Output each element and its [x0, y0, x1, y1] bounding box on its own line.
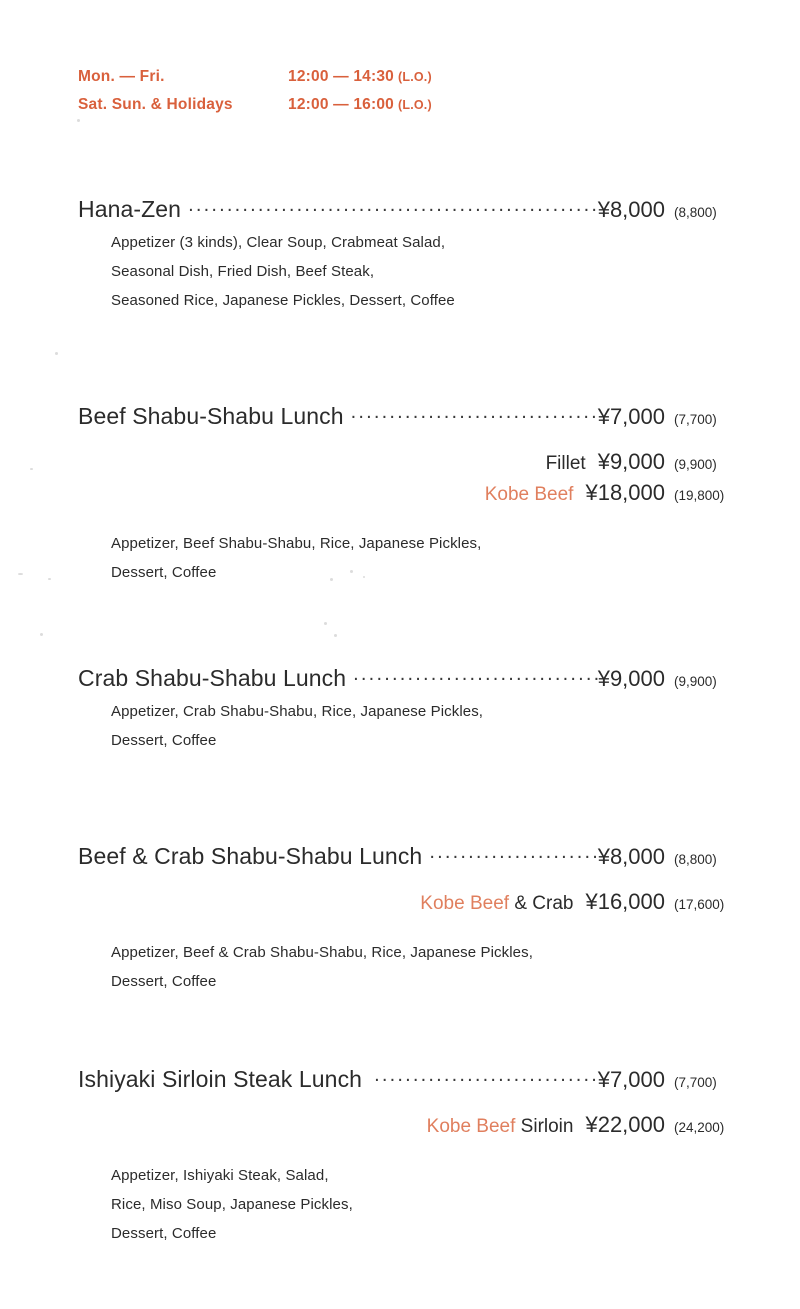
hours-row — [78, 96, 432, 124]
variant-label: Fillet — [545, 453, 586, 474]
scan-speckle — [77, 119, 80, 122]
opening-hours — [78, 68, 432, 124]
scan-speckle — [55, 352, 58, 355]
variant-label-suffix: & Crab — [509, 893, 574, 914]
description-line: Rice, Miso Soup, Japanese Pickles, — [111, 1196, 353, 1213]
menu-variant-row — [78, 1112, 740, 1143]
variant-price-tax-included: (19,800) — [674, 488, 725, 503]
menu-variant-row — [78, 480, 740, 511]
menu-item-title: Ishiyaki Sirloin Steak Lunch — [78, 1066, 363, 1092]
menu-item-title-row — [78, 843, 740, 875]
hours-last-order-note: (L.O.) — [398, 70, 432, 84]
menu-item-title-row — [78, 196, 740, 228]
description-line: Dessert, Coffee — [111, 1225, 217, 1242]
description-line: Appetizer, Crab Shabu-Shabu, Rice, Japanese Pickles, — [111, 703, 484, 720]
hours-last-order-note: (L.O.) — [398, 98, 432, 112]
menu-item-description — [111, 697, 740, 755]
menu-item-title-row — [78, 403, 740, 435]
description-line: Appetizer, Ishiyaki Steak, Salad, — [111, 1167, 329, 1184]
hours-days: Sat. Sun. & Holidays — [78, 96, 233, 113]
variant-price-tax-included: (9,900) — [674, 457, 717, 472]
menu-item-price: ¥7,000 — [597, 1067, 665, 1092]
scan-speckle — [350, 570, 353, 573]
variant-label-kobe-beef: Kobe Beef — [426, 1116, 516, 1137]
menu-variant-row — [78, 449, 740, 480]
menu-item-description — [111, 938, 740, 996]
menu-item-title-row — [78, 665, 740, 697]
menu-item-title: Crab Shabu-Shabu Lunch — [78, 665, 347, 691]
description-line: Dessert, Coffee — [111, 564, 217, 581]
menu-item-description — [111, 228, 740, 315]
variant-price: ¥9,000 — [597, 449, 665, 474]
menu-item-price: ¥8,000 — [597, 197, 665, 222]
menu-item-price-tax-included: (9,900) — [674, 674, 717, 689]
menu-item-price-tax-included: (7,700) — [674, 1075, 717, 1090]
dot-leader — [353, 670, 598, 686]
variant-label — [420, 893, 573, 915]
menu-item-title: Hana-Zen — [78, 196, 182, 222]
variant-label-suffix: Sirloin — [515, 1116, 574, 1137]
description-line: Appetizer, Beef Shabu-Shabu, Rice, Japanese Pickles, — [111, 535, 482, 552]
menu-variant-row — [78, 889, 740, 920]
variant-price: ¥16,000 — [585, 889, 665, 914]
dot-leader — [374, 1071, 598, 1087]
variant-price: ¥22,000 — [585, 1112, 665, 1137]
description-line: Dessert, Coffee — [111, 732, 217, 749]
description-line: Dessert, Coffee — [111, 973, 217, 990]
variant-price-tax-included: (24,200) — [674, 1120, 725, 1135]
description-line: Seasonal Dish, Fried Dish, Beef Steak, — [111, 263, 375, 280]
menu-item-price: ¥9,000 — [597, 666, 665, 691]
scan-speckle — [40, 633, 43, 636]
scan-speckle — [363, 576, 365, 578]
menu-item-price: ¥7,000 — [597, 404, 665, 429]
hours-row — [78, 68, 432, 96]
menu-item-title: Beef & Crab Shabu-Shabu Lunch — [78, 843, 423, 869]
hours-time: 12:00 — 14:30 — [288, 68, 394, 85]
dot-leader — [188, 201, 598, 217]
menu-item — [78, 403, 740, 587]
description-line: Seasoned Rice, Japanese Pickles, Dessert, Coffee — [111, 292, 455, 309]
dot-leader — [351, 408, 598, 424]
menu-item-price-tax-included: (7,700) — [674, 412, 717, 427]
menu-item-price: ¥8,000 — [597, 844, 665, 869]
menu-item-price-tax-included: (8,800) — [674, 852, 717, 867]
scan-speckle — [48, 578, 51, 580]
variant-label-kobe-beef: Kobe Beef — [420, 893, 510, 914]
menu-item-title-row — [78, 1066, 740, 1098]
menu-item-description — [111, 529, 740, 587]
menu-item — [78, 665, 740, 755]
scan-speckle — [330, 578, 333, 581]
menu-item-variants — [78, 889, 740, 920]
variant-label — [427, 1116, 574, 1138]
description-line: Appetizer (3 kinds), Clear Soup, Crabmeat Salad, — [111, 234, 446, 251]
menu-item-variants — [78, 1112, 740, 1143]
menu-item-variants — [78, 449, 740, 511]
menu-item — [78, 196, 740, 315]
dot-leader — [429, 848, 597, 864]
description-line: Appetizer, Beef & Crab Shabu-Shabu, Rice, Japanese Pickles, — [111, 944, 533, 961]
scan-speckle — [30, 468, 33, 470]
scan-speckle — [324, 622, 327, 625]
scan-speckle — [18, 573, 23, 575]
menu-item — [78, 843, 740, 996]
menu-item-price-tax-included: (8,800) — [674, 205, 717, 220]
variant-price-tax-included: (17,600) — [674, 897, 725, 912]
hours-days: Mon. — Fri. — [78, 68, 165, 85]
scan-speckle — [334, 634, 337, 637]
menu-item-description — [111, 1161, 740, 1248]
variant-price: ¥18,000 — [585, 480, 665, 505]
variant-label-kobe-beef: Kobe Beef — [484, 484, 574, 505]
menu-item — [78, 1066, 740, 1248]
menu-item-title: Beef Shabu-Shabu Lunch — [78, 403, 344, 429]
hours-time: 12:00 — 16:00 — [288, 96, 394, 113]
